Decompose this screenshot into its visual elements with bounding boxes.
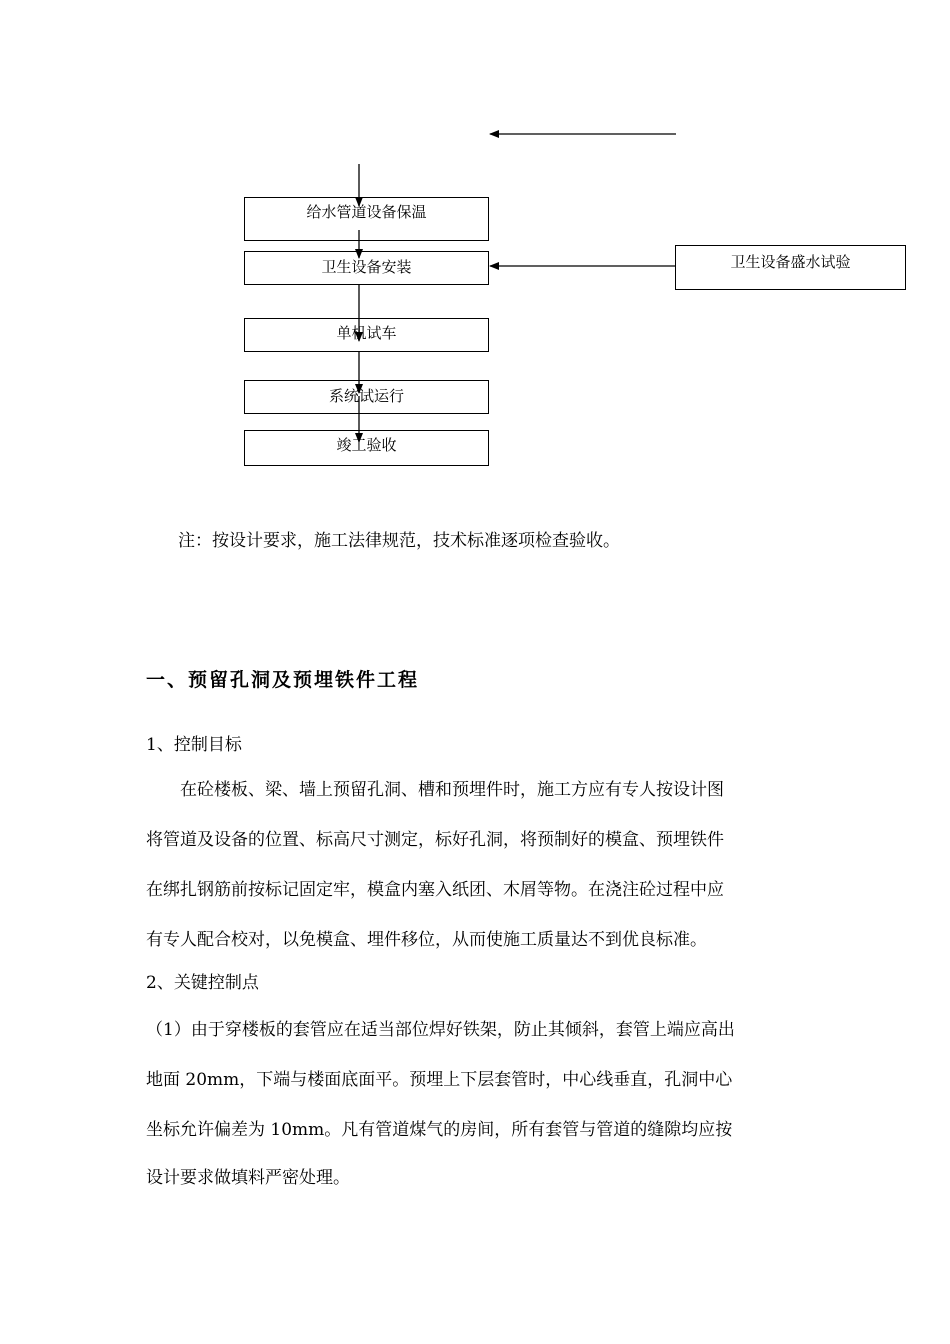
- side-box-label: 卫生设备盛水试验: [730, 253, 851, 271]
- section-title: 一、预留孔洞及预埋铁件工程: [146, 669, 420, 691]
- flow-box-label: 单机试车: [336, 324, 397, 342]
- flowchart-arrows: [0, 0, 950, 480]
- subheading-key-points: 2、关键控制点: [146, 973, 259, 993]
- flow-box-label: 给水管道设备保温: [306, 203, 427, 221]
- flow-box-label: 卫生设备安装: [321, 258, 412, 276]
- paragraph-line: 有专人配合校对，以免模盒、埋件移位，从而使施工质量达不到优良标准。: [146, 930, 707, 950]
- flowchart: [0, 0, 950, 480]
- flow-box-label: 竣工验收: [336, 436, 397, 454]
- subheading-control-target: 1、控制目标: [146, 735, 242, 755]
- paragraph-line: 在砼楼板、梁、墙上预留孔洞、槽和预埋件时，施工方应有专人按设计图: [146, 780, 724, 800]
- paragraph-line: 坐标允许偏差为 10mm。凡有管道煤气的房间，所有套管与管道的缝隙均应按: [146, 1120, 733, 1140]
- paragraph-line: 地面 20mm，下端与楼面底面平。预埋上下层套管时，中心线垂直，孔洞中心: [146, 1070, 733, 1090]
- note-text: 注：按设计要求，施工法律规范，技术标准逐项检查验收。: [178, 531, 620, 551]
- paragraph-line: 设计要求做填料严密处理。: [146, 1168, 350, 1188]
- paragraph-line: 将管道及设备的位置、标高尺寸测定，标好孔洞，将预制好的模盒、预埋铁件: [146, 830, 724, 850]
- paragraph-line: （1）由于穿楼板的套管应在适当部位焊好铁架，防止其倾斜，套管上端应高出: [146, 1020, 735, 1040]
- paragraph-line: 在绑扎钢筋前按标记固定牢，模盒内塞入纸团、木屑等物。在浇注砼过程中应: [146, 880, 724, 900]
- flow-box-label: 系统试运行: [328, 387, 404, 405]
